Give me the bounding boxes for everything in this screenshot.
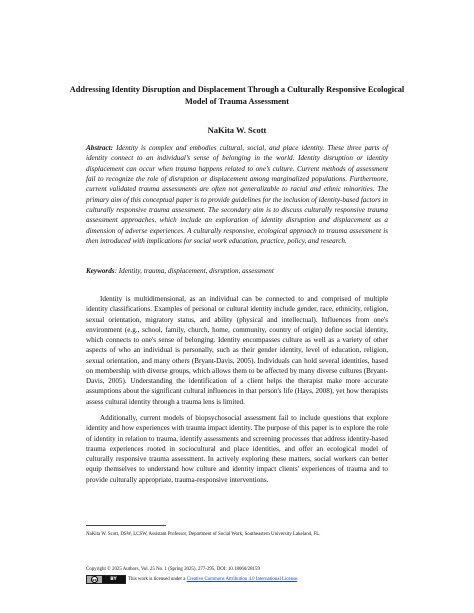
keywords [86, 266, 388, 276]
copyright-line: Copyright © 2025 Authors, Vol. 25 No. 1 (Spring 2025), 277-295, DOI: 10.18060/28159 [86, 567, 260, 572]
footnote-divider [86, 525, 166, 526]
cc-by-license-icon[interactable] [86, 575, 126, 584]
paper-title: Addressing Identity Disruption and Displacement Through a Culturally Responsive Ecological Model of Trauma Assessment [69, 85, 405, 106]
abstract [86, 143, 388, 246]
abstract-label: Abstract: [86, 144, 113, 152]
license-link[interactable]: Creative Commons Attribution 4.0 International License [186, 576, 298, 582]
cc-logo-icon: cc [92, 577, 97, 582]
abstract-text: Identity is complex and embodies cultural, social, and place identity. These three parts of identity connect to an individual’s sense of belonging in the world. Identity disruption or identity displacement can occur when trauma happens related to one’s culture. Current methods of assessment fail to recognize the role of disruption or displacement among marginalized populations. Furthermore, current validated trauma assessments are often not generalizable to racial and ethnic minorities. The primary aim of this conceptual paper is to provide guidelines for the inclusion of identity-based factors in culturally responsive trauma assessment. The secondary aim is to discuss culturally responsive trauma assessment approaches, which include an exploration of identity disruption and displacement as a dimension of adverse experiences. A culturally responsive, ecological approach to trauma assessment is then introduced with implications for social work education, practice, policy, and research. [86, 144, 388, 246]
license-statement [86, 574, 298, 584]
keywords-label: Keywords [86, 267, 115, 275]
body-paragraph-1: Identity is multidimensional, as an individual can be connected to and comprised of multiple identity classifications. Examples of personal or cultural identity include gender, race, ethnicity, religion, sexual orientation, migratory status, and ability (physical and intellectual). Influences from one's environment (e.g., school, family, church, home, community, country of origin) define social identity, which connects to one's sense of belonging. Identity encompasses culture as well as a variety of other aspects of who an individual is personally, such as their gender identity, level of education, religion, sexual orientation, and many others (Bryant-Davis, 2005). Individuals can hold several identities, based on membership with diverse groups, which allows them to be affected by many diverse cultures (Bryant-Davis, 2005). Understanding the identification of a client helps the therapist make more accurate assumptions about the significant cultural influences in that person's life (Hays, 2008), yet how therapists assess cultural identity through a trauma lens is limited. [86, 295, 388, 406]
keywords-text: : Identity, trauma, displacement, disruption, assessment [114, 267, 274, 275]
by-label: BY [102, 576, 125, 583]
body-paragraph-2: Additionally, current models of biopsychosocial assessment fail to include questions that explore identity and how experiences with trauma impact identity. The purpose of this paper is to explore the role of identity in relation to trauma, identify assessments and screening processes that address identity-based trauma experiences rooted in sociocultural and place identities, and offer an ecological model of culturally responsive trauma assessment. In actively exploring these matters, social workers can better equip themselves to understand how culture and identity impact clients' experiences of trauma and to provide culturally appropriate, trauma-responsive interventions. [86, 414, 388, 484]
author-name: NaKita W. Scott [207, 125, 267, 135]
license-text: This work is licensed under a [128, 576, 186, 582]
license-end: . [297, 576, 299, 582]
author-footnote: NaKita W. Scott, DSW, LCSW, Assistant Professor, Department of Social Work, Southeastern University Lakeland, FL. [86, 532, 321, 537]
